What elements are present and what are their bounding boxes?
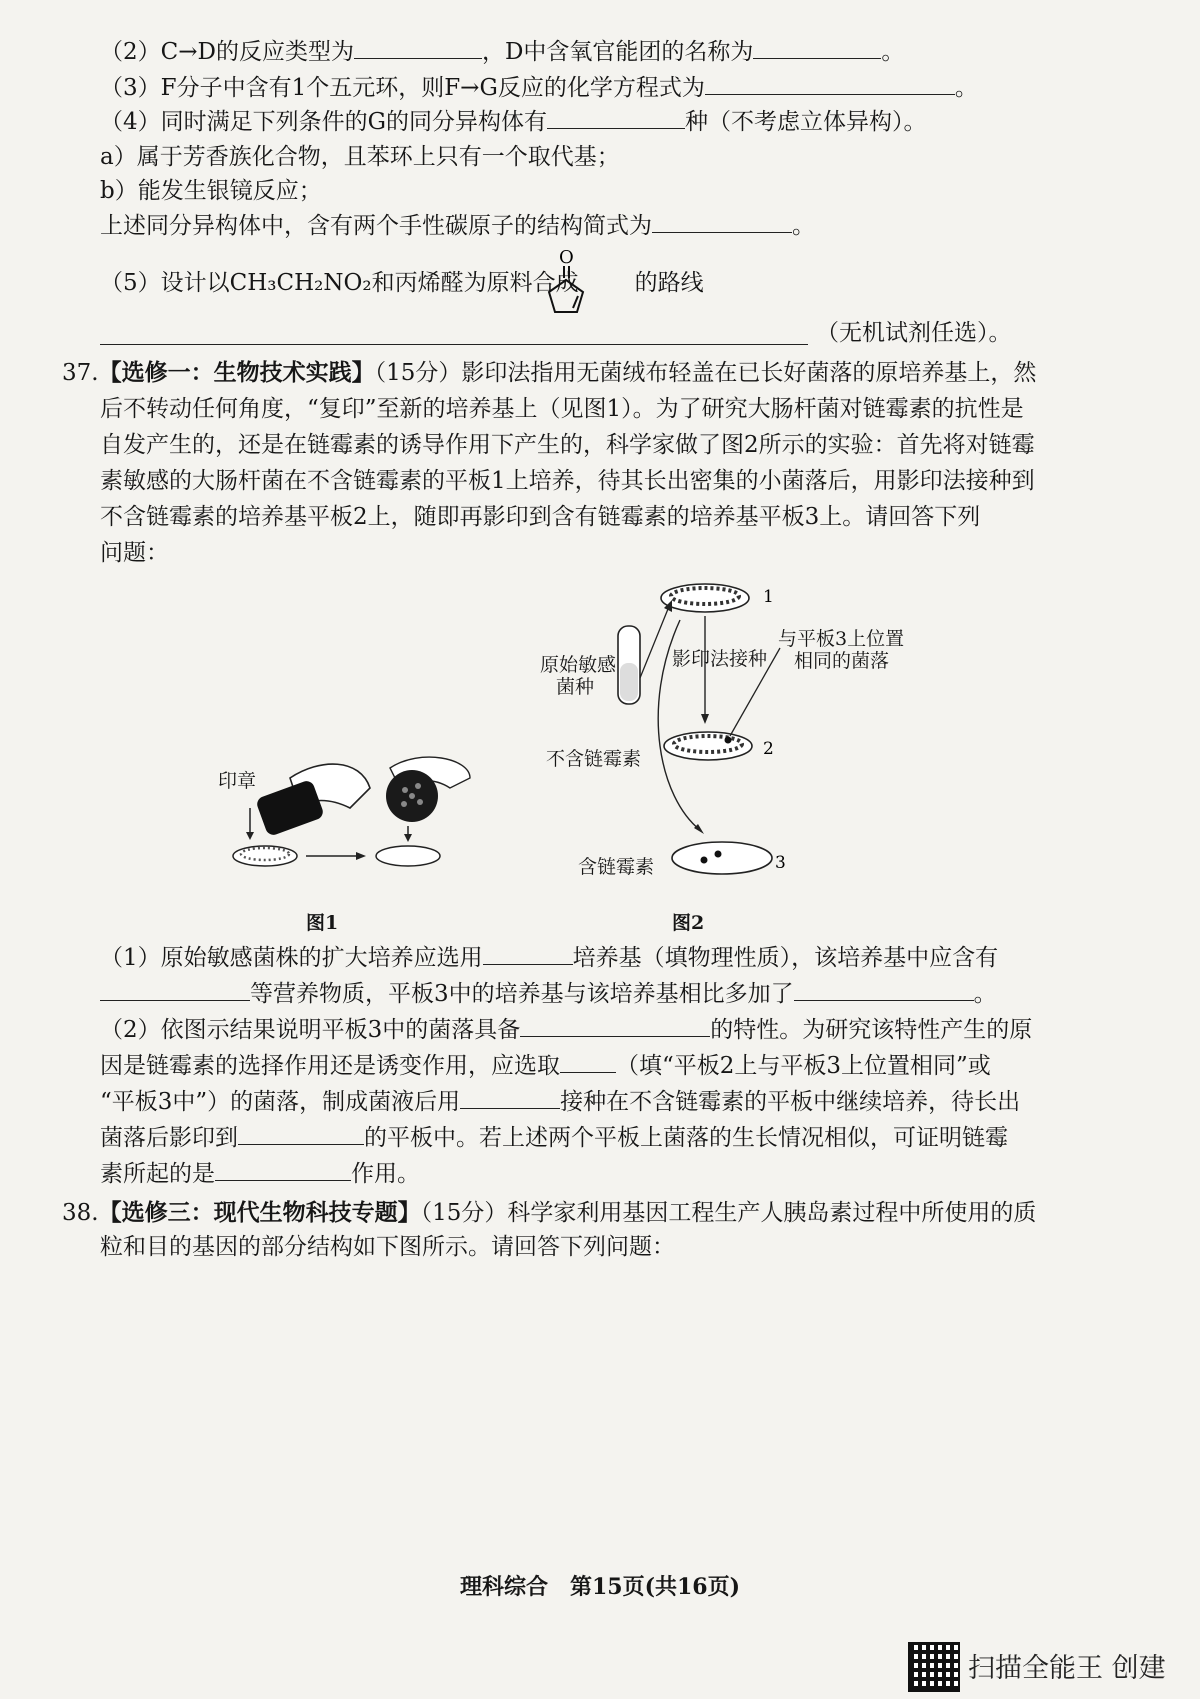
plate-number-3: 3 xyxy=(775,853,786,873)
figure-1-caption: 图1 xyxy=(306,912,339,934)
answer-blank[interactable] xyxy=(705,70,955,95)
qr-code-icon xyxy=(908,1642,960,1692)
q36-part4: （4）同时满足下列条件的G的同分异构体有 种（不考虑立体异构）。 xyxy=(100,104,927,139)
q36-part5: （5）设计以CH₃CH₂NO₂和丙烯醛为原料合成 的路线 xyxy=(100,270,704,296)
q36-part2: （2）C→D的反应类型为 ，D中含氧官能团的名称为 。 xyxy=(100,34,904,69)
answer-blank[interactable] xyxy=(100,976,250,1001)
figure-2-caption: 图2 xyxy=(672,912,705,934)
answer-blank[interactable] xyxy=(238,1120,364,1145)
question-number: 38. xyxy=(62,1200,99,1226)
q37-line-3: 自发产生的，还是在链霉素的诱导作用下产生的，科学家做了图2所示的实验：首先将对链霉 xyxy=(100,432,1035,458)
same-position-label-1: 与平板3上位置 xyxy=(778,628,905,650)
watermark-text: 扫描全能王 创建 xyxy=(968,1653,1166,1684)
same-position-label-2: 相同的菌落 xyxy=(794,650,890,672)
q37-part1-line-2: 等营养物质，平板3中的培养基与该培养基相比多加了 。 xyxy=(100,976,997,1011)
answer-blank[interactable] xyxy=(652,208,792,233)
question-tag: 【选修三：现代生物科技专题】 xyxy=(98,1199,421,1226)
plate-3-icon xyxy=(672,842,772,874)
route-note: （无机试剂任选）。 xyxy=(816,320,1012,346)
tube-label-line-2: 菌种 xyxy=(556,676,595,698)
new-plate-icon xyxy=(376,846,440,866)
scanner-watermark xyxy=(908,1640,1188,1690)
q36-part3: （3）F分子中含有1个五元环，则F→G反应的化学方程式为 。 xyxy=(100,70,978,105)
answer-blank[interactable] xyxy=(460,1084,560,1109)
answer-blank[interactable] xyxy=(520,1012,710,1037)
answer-blank[interactable] xyxy=(215,1156,351,1181)
plate-number-1: 1 xyxy=(763,587,774,607)
answer-blank[interactable] xyxy=(547,104,685,129)
answer-blank[interactable] xyxy=(794,976,974,1001)
q37-part1-line-1: （1）原始敏感菌株的扩大培养应选用 培养基（填物理性质），该培养基中应含有 xyxy=(100,940,998,975)
chiral-question: 上述同分异构体中，含有两个手性碳原子的结构简式为 。 xyxy=(100,208,815,243)
question-number: 37. xyxy=(62,360,99,386)
page-footer: 理科综合 第15页(共16页) xyxy=(459,1574,741,1600)
no-streptomycin-label: 不含链霉素 xyxy=(546,748,642,770)
q37-part2-line-5: 素所起的是 作用。 xyxy=(100,1156,420,1191)
q37-line-2: 后不转动任何角度，“复印”至新的培养基上（见图1）。为了研究大肠杆菌对链霉素的抗性是 xyxy=(100,396,1024,422)
route-answer-blank[interactable] xyxy=(100,320,808,345)
q37-line-1: 37.【选修一：生物技术实践】（15分）影印法指用无菌绒布轻盖在已长好菌落的原培养基上，然 xyxy=(62,359,1037,386)
q38-line-2: 粒和目的基因的部分结构如下图所示。请回答下列问题： xyxy=(100,1234,675,1260)
q37-line-5: 不含链霉素的培养基平板2上，随即再影印到含有链霉素的培养基平板3上。请回答下列 xyxy=(100,504,981,530)
answer-blank[interactable] xyxy=(354,34,482,59)
condition-a: a）属于芳香族化合物，且苯环上只有一个取代基； xyxy=(100,144,620,170)
stamp-icon xyxy=(255,779,325,837)
oxygen-atom-label: O xyxy=(559,247,574,268)
q37-part2-line-2: 因是链霉素的选择作用还是诱变作用，应选取 （填“平板2上与平板3上位置相同”或 xyxy=(100,1048,991,1083)
q37-part2-line-3: “平板3中”）的菌落，制成菌液后用 接种在不含链霉素的平板中继续培养，待长出 xyxy=(100,1084,1020,1119)
plate-number-2: 2 xyxy=(763,739,774,759)
stamp-label: 印章 xyxy=(218,770,257,792)
answer-blank[interactable] xyxy=(483,940,573,965)
tube-label-line-1: 原始敏感 xyxy=(540,654,617,676)
figure-1-replica-stamp xyxy=(220,748,480,888)
q37-line-4: 素敏感的大肠杆菌在不含链霉素的平板1上培养，待其长出密集的小菌落后，用影印法接种到 xyxy=(100,468,1035,494)
cyclopentenone-structure xyxy=(536,244,596,316)
with-streptomycin-label: 含链霉素 xyxy=(578,856,655,878)
question-tag: 【选修一：生物技术实践】 xyxy=(98,359,375,386)
q37-part2-line-1: （2）依图示结果说明平板3中的菌落具备 的特性。为研究该特性产生的原 xyxy=(100,1012,1032,1047)
condition-b: b）能发生银镜反应； xyxy=(100,178,322,204)
q38-line-1: 38.【选修三：现代生物科技专题】（15分）科学家利用基因工程生产人胰岛素过程中所使用的质 xyxy=(62,1199,1037,1226)
q37-line-6: 问题： xyxy=(100,540,169,566)
answer-blank[interactable] xyxy=(753,34,881,59)
answer-blank[interactable] xyxy=(560,1048,616,1073)
figure-2-streptomycin-experiment xyxy=(600,568,940,898)
q37-part2-line-4: 菌落后影印到 的平板中。若上述两个平板上菌落的生长情况相似，可证明链霉 xyxy=(100,1120,1008,1155)
replica-label: 影印法接种 xyxy=(672,648,768,670)
